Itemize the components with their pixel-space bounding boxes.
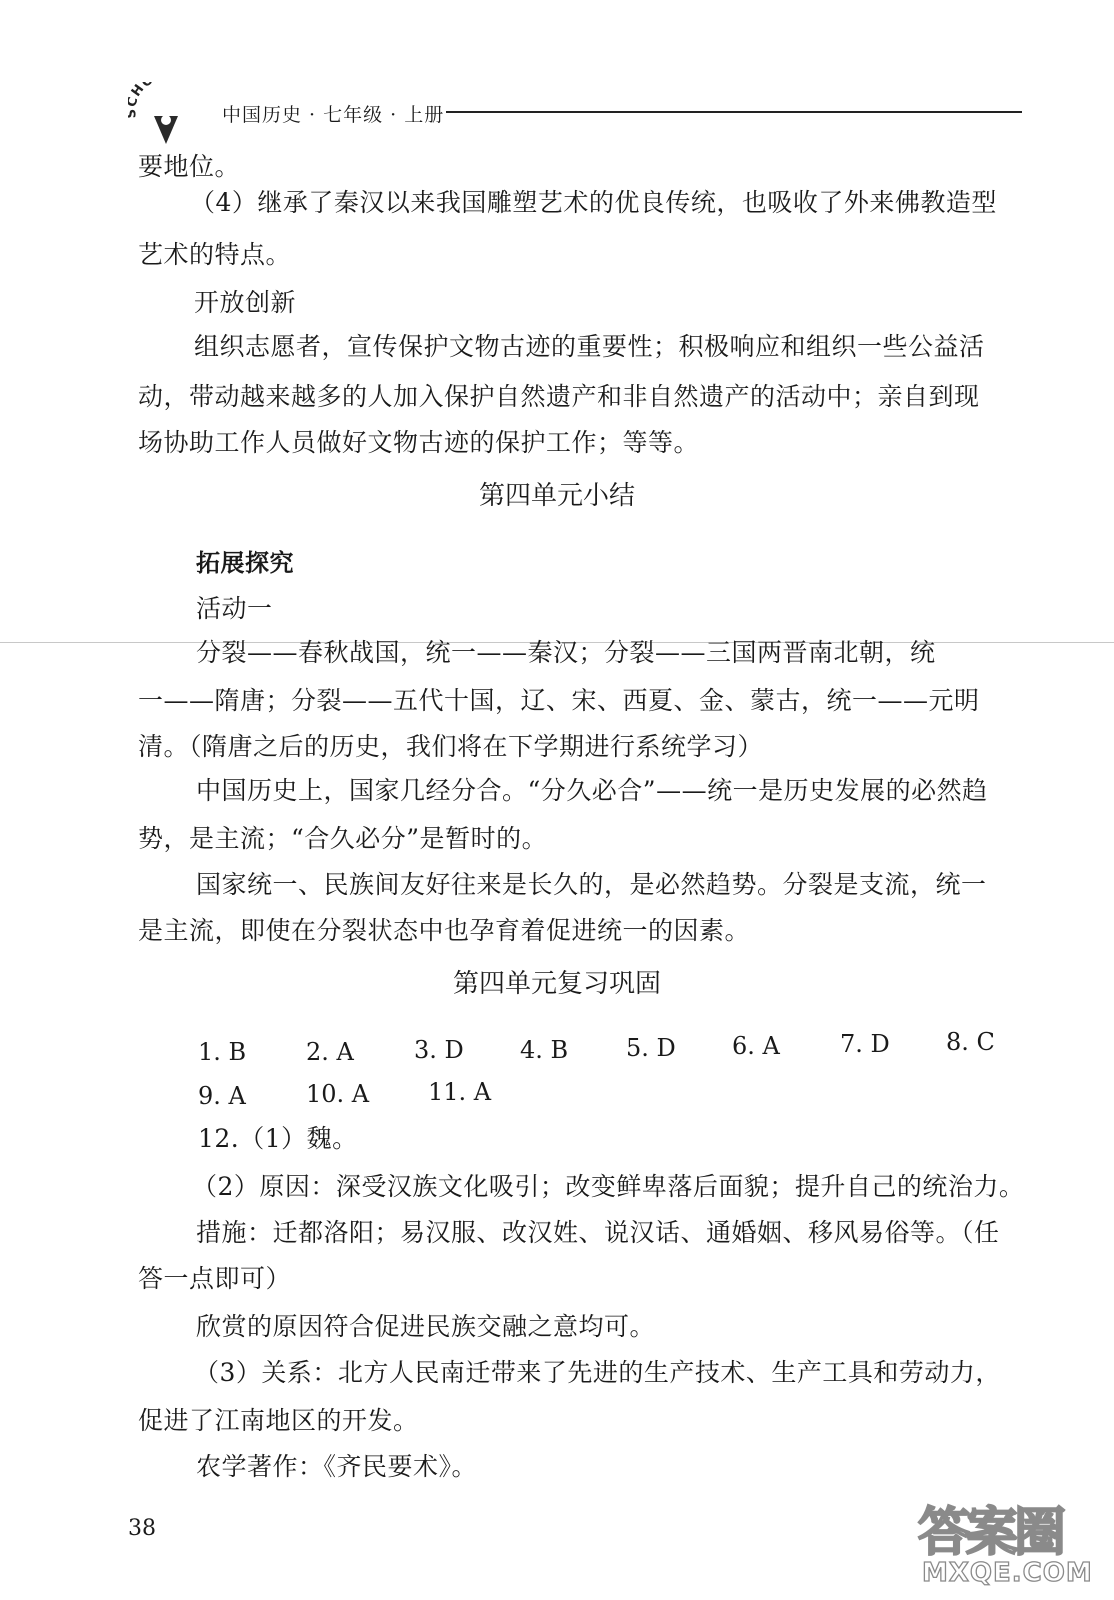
section-heading: 第四单元小结 (478, 481, 635, 511)
answer-item: 1. B (198, 1038, 247, 1066)
watermark-main: 答案圈 (918, 1503, 1063, 1563)
answer-item: 4. B (520, 1036, 569, 1064)
answer-item: 10. A (306, 1080, 370, 1108)
text-line: 组织志愿者，宣传保护文物古迹的重要性；积极响应和组织一些公益活 (194, 332, 985, 361)
text-line: 场协助工作人员做好文物古迹的保护工作；等等。 (138, 428, 700, 457)
text-line: 势，是主流；“合久必分”是暂时的。 (138, 824, 548, 853)
text-line: 开放创新 (194, 288, 297, 317)
text-line: 国家统一、民族间友好往来是长久的，是必然趋势。分裂是支流，统一 (196, 870, 987, 899)
section-heading: 第四单元复习巩固 (452, 969, 661, 999)
answer-item: 8. C (946, 1028, 995, 1056)
page-number: 38 (128, 1516, 156, 1541)
school-logo (128, 82, 208, 154)
watermark-logo (914, 1488, 1104, 1592)
text-line: 动，带动越来越多的人加入保护自然遗产和非自然遗产的活动中；亲自到现 (138, 382, 980, 411)
text-line: 欣赏的原因符合促进民族交融之意均可。 (196, 1312, 656, 1341)
text-line: 是主流，即使在分裂状态中也孕育着促进统一的因素。 (138, 916, 751, 945)
text-line: 农学著作：《齐民要术》。 (196, 1452, 478, 1481)
answer-item: 6. A (732, 1032, 780, 1060)
answer-item: 2. A (306, 1038, 354, 1066)
text-line: 答一点即可） (138, 1264, 292, 1293)
answer-item: 3. D (414, 1036, 464, 1064)
text-line: 一——隋唐；分裂——五代十国，辽、宋、西夏、金、蒙古，统一——元明 (138, 686, 980, 715)
answer-item: 5. D (626, 1034, 676, 1062)
text-line: （2）原因：深受汉族文化吸引；改变鲜卑落后面貌；提升自己的统治力。 (192, 1172, 1025, 1201)
watermark-sub: MXQE.COM (922, 1558, 1093, 1588)
subsection-heading: 拓展探究 (196, 549, 294, 577)
text-line: 12.（1）魏。 (198, 1124, 358, 1153)
text-line: 要地位。 (138, 152, 241, 181)
text-line: 措施：迁都洛阳；易汉服、改汉姓、说汉话、通婚姻、移风易俗等。（任 (196, 1218, 1000, 1247)
text-line: 中国历史上，国家几经分合。“分久必合”——统一是历史发展的必然趋 (196, 776, 988, 805)
answer-item: 9. A (198, 1082, 246, 1110)
text-line: 清。（隋唐之后的历史，我们将在下学期进行系统学习） (138, 732, 764, 761)
svg-text:SCHOOL: H (128, 82, 148, 100)
text-line: （3）关系：北方人民南迁带来了先进的生产技术、生产工具和劳动力， (194, 1358, 1001, 1387)
answer-item: 11. A (428, 1078, 492, 1106)
text-line: 艺术的特点。 (138, 240, 292, 269)
text-line: 促进了江南地区的开发。 (138, 1406, 419, 1435)
answer-item: 7. D (840, 1030, 890, 1058)
location-pin-icon (128, 82, 208, 154)
header-title: 中国历史 · 七年级 · 上册 (222, 104, 445, 126)
text-line: 分裂——春秋战国，统一——秦汉；分裂——三国两晋南北朝，统 (196, 638, 936, 667)
header-rule (446, 111, 1022, 113)
activity-label: 活动一 (196, 594, 273, 623)
text-line: （4）继承了秦汉以来我国雕塑艺术的优良传统，也吸收了外来佛教造型 (190, 188, 997, 217)
